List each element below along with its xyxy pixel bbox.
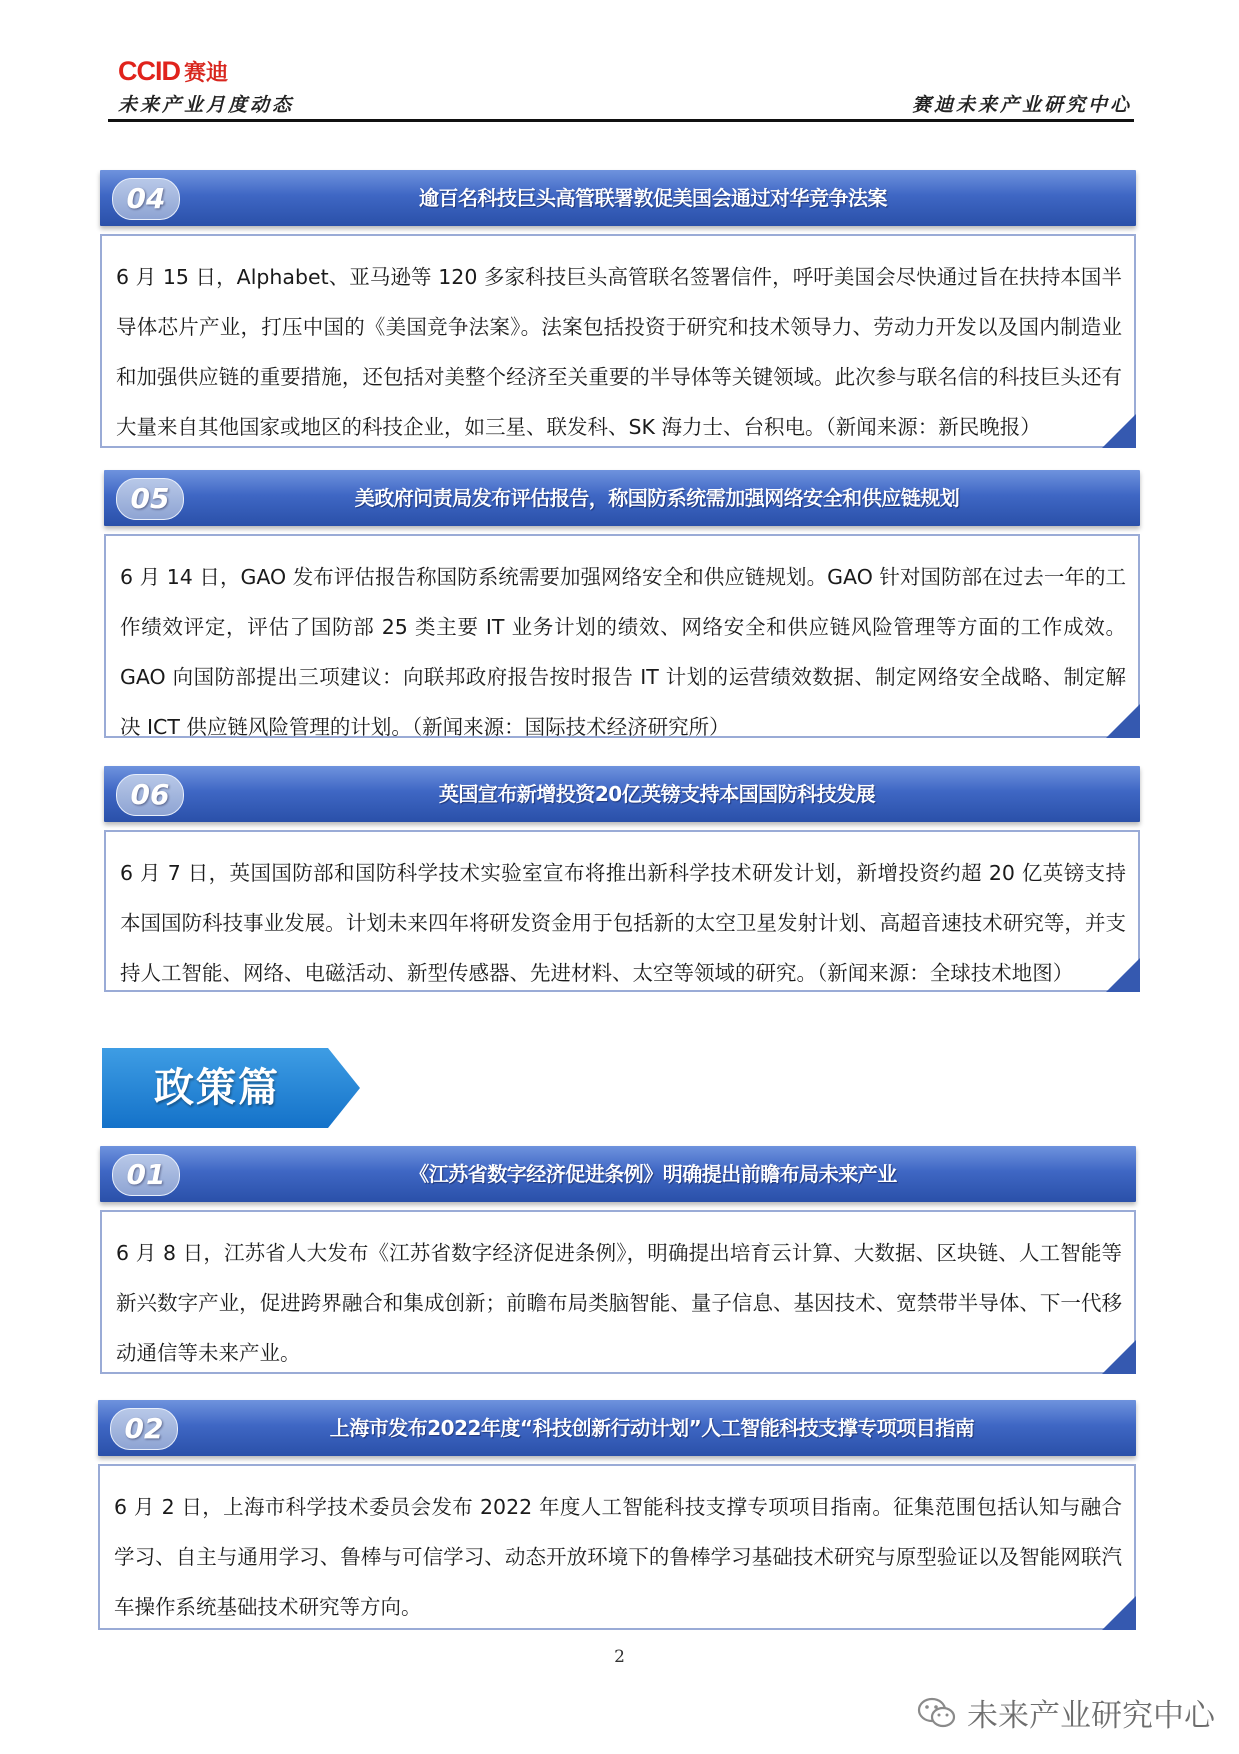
wechat-icon bbox=[917, 1696, 957, 1730]
corner-triangle-icon bbox=[1102, 1340, 1136, 1374]
card-number: 01 bbox=[112, 1154, 180, 1196]
section-title: 政策篇 bbox=[154, 1065, 280, 1111]
card-title: 美政府问责局发布评估报告，称国防系统需加强网络安全和供应链规划 bbox=[354, 486, 960, 510]
page-number: 2 bbox=[614, 1647, 625, 1667]
header-divider bbox=[108, 119, 1134, 122]
card-body bbox=[100, 234, 1136, 448]
card-number: 06 bbox=[116, 774, 184, 816]
policy-card-02 bbox=[98, 1400, 1136, 1630]
ccid-logo bbox=[118, 56, 228, 86]
section-banner bbox=[102, 1048, 360, 1128]
card-number: 05 bbox=[116, 478, 184, 520]
card-number: 02 bbox=[110, 1408, 178, 1450]
corner-triangle-icon bbox=[1106, 704, 1140, 738]
card-text: 6 月 14 日，GAO 发布评估报告称国防系统需要加强网络安全和供应链规划。GAO 针对国防部在过去一年的工作绩效评定，评估了国防部 25 类主要 IT 业务计划的绩效、网络安全和供应链风险管理等方面的工作成效。GAO 向国防部提出三项建议：向联邦政府报告按时报告 IT 计划的运营绩效数据、制定网络安全战略、制定解决 ICT 供应链风险管理的计划。（新闻来源：国际技术经济研究所） bbox=[120, 565, 1126, 739]
card-text: 6 月 8 日，江苏省人大发布《江苏省数字经济促进条例》，明确提出培育云计算、大数据、区块链、人工智能等新兴数字产业，促进跨界融合和集成创新；前瞻布局类脑智能、量子信息、基因技术、宽禁带半导体、下一代移动通信等未来产业。 bbox=[116, 1241, 1122, 1365]
news-card-06 bbox=[104, 766, 1140, 992]
card-number: 04 bbox=[112, 178, 180, 220]
card-title-bar bbox=[100, 170, 1136, 226]
watermark bbox=[917, 1690, 1215, 1735]
card-title: 英国宣布新增投资20亿英镑支持本国国防科技发展 bbox=[438, 782, 876, 806]
card-body bbox=[98, 1464, 1136, 1630]
corner-triangle-icon bbox=[1102, 414, 1136, 448]
header-right-title: 赛迪未来产业研究中心 bbox=[911, 94, 1132, 116]
watermark-text: 未来产业研究中心 bbox=[967, 1698, 1215, 1734]
corner-triangle-icon bbox=[1102, 1596, 1136, 1630]
logo-brand: CCID bbox=[118, 55, 180, 86]
policy-card-01 bbox=[100, 1146, 1136, 1374]
card-text: 6 月 7 日，英国国防部和国防科学技术实验室宣布将推出新科学技术研发计划，新增投资约超 20 亿英镑支持本国国防科技事业发展。计划未来四年将研发资金用于包括新的太空卫星发射计划、高超音速技术研究等，并支持人工智能、网络、电磁活动、新型传感器、先进材料、太空等领域的研究。（新闻来源：全球技术地图） bbox=[120, 861, 1126, 985]
card-body bbox=[100, 1210, 1136, 1374]
corner-triangle-icon bbox=[1106, 958, 1140, 992]
card-title: 《江苏省数字经济促进条例》明确提出前瞻布局未来产业 bbox=[409, 1162, 897, 1186]
card-text: 6 月 15 日，Alphabet、亚马逊等 120 多家科技巨头高管联名签署信件，呼吁美国会尽快通过旨在扶持本国半导体芯片产业，打压中国的《美国竞争法案》。法案包括投资于研究和技术领导力、劳动力开发以及国内制造业和加强供应链的重要措施，还包括对美整个经济至关重要的半导体等关键领域。此次参与联名信的科技巨头还有大量来自其他国家或地区的科技企业，如三星、联发科、SK 海力士、台积电。（新闻来源：新民晚报） bbox=[116, 265, 1122, 439]
card-body bbox=[104, 534, 1140, 738]
logo-cn: 赛迪 bbox=[184, 60, 229, 86]
card-title-bar bbox=[100, 1146, 1136, 1202]
card-title: 上海市发布2022年度“科技创新行动计划”人工智能科技支撑专项项目指南 bbox=[329, 1416, 975, 1440]
header-left-title: 未来产业月度动态 bbox=[118, 94, 295, 116]
card-title-bar bbox=[104, 766, 1140, 822]
card-body bbox=[104, 830, 1140, 992]
news-card-04 bbox=[100, 170, 1136, 448]
card-title: 逾百名科技巨头高管联署敦促美国会通过对华竞争法案 bbox=[419, 186, 887, 210]
card-text: 6 月 2 日，上海市科学技术委员会发布 2022 年度人工智能科技支撑专项项目指南。征集范围包括认知与融合学习、自主与通用学习、鲁棒与可信学习、动态开放环境下的鲁棒学习基础技术研究与原型验证以及智能网联汽车操作系统基础技术研究等方向。 bbox=[114, 1495, 1122, 1619]
card-title-bar bbox=[98, 1400, 1136, 1456]
news-card-05 bbox=[104, 470, 1140, 738]
card-title-bar bbox=[104, 470, 1140, 526]
